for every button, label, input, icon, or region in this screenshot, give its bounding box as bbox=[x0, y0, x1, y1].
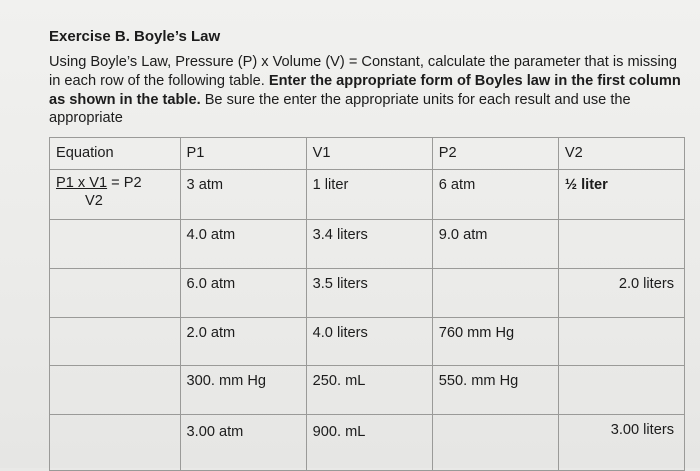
v1-cell[interactable]: 250. mL bbox=[306, 366, 432, 415]
table-row bbox=[50, 318, 685, 366]
p1-cell[interactable]: 300. mm Hg bbox=[180, 366, 306, 415]
p1-cell[interactable]: 6.0 atm bbox=[180, 269, 306, 318]
v1-cell[interactable]: 4.0 liters bbox=[306, 318, 432, 366]
v1-cell[interactable]: 3.4 liters bbox=[306, 220, 432, 269]
table-row bbox=[50, 366, 685, 415]
equation-cell bbox=[50, 170, 181, 220]
table-row bbox=[50, 220, 685, 269]
example-equation bbox=[56, 170, 174, 216]
equation-cell[interactable] bbox=[50, 269, 181, 318]
p2-cell[interactable]: 6 atm bbox=[432, 170, 558, 220]
instructions-bold-text: Enter the appropriate form of Boyles law in the first column as shown in the table. bbox=[49, 72, 681, 108]
equation-cell[interactable] bbox=[50, 415, 181, 471]
v1-cell[interactable]: 900. mL bbox=[306, 415, 432, 471]
p1-cell[interactable]: 3 atm bbox=[180, 170, 306, 220]
v1-cell[interactable]: 1 liter bbox=[306, 170, 432, 220]
equation-cell[interactable] bbox=[50, 220, 181, 269]
instructions-text-2: Be sure the enter the appropriate units for each result and use the appropriate bbox=[49, 91, 631, 127]
v1-cell[interactable]: 3.5 liters bbox=[306, 269, 432, 318]
p2-cell[interactable] bbox=[432, 415, 558, 471]
equation-numerator: P1 x V1 bbox=[56, 175, 108, 191]
p1-cell[interactable]: 4.0 atm bbox=[180, 220, 306, 269]
table-row bbox=[50, 170, 685, 220]
p2-cell[interactable]: 550. mm Hg bbox=[432, 366, 558, 415]
v2-cell[interactable]: 3.00 liters bbox=[558, 415, 684, 471]
header-v2: V2 bbox=[558, 138, 684, 170]
exercise-title: Exercise B. Boyle’s Law bbox=[49, 28, 221, 45]
header-equation: Equation bbox=[50, 138, 181, 170]
header-p2: P2 bbox=[432, 138, 558, 170]
v2-cell[interactable] bbox=[558, 220, 684, 269]
p2-cell[interactable]: 760 mm Hg bbox=[432, 318, 558, 366]
table-row bbox=[50, 269, 685, 318]
instructions bbox=[49, 53, 689, 128]
v2-cell[interactable] bbox=[558, 318, 684, 366]
equation-equals: = P2 bbox=[107, 175, 142, 191]
p2-cell[interactable] bbox=[432, 269, 558, 318]
p1-cell[interactable]: 3.00 atm bbox=[180, 415, 306, 471]
p1-cell[interactable]: 2.0 atm bbox=[180, 318, 306, 366]
equation-cell[interactable] bbox=[50, 318, 181, 366]
v2-cell[interactable]: ½ liter bbox=[558, 170, 684, 220]
table-row bbox=[50, 415, 685, 471]
v2-cell[interactable]: 2.0 liters bbox=[558, 269, 684, 318]
p2-cell[interactable]: 9.0 atm bbox=[432, 220, 558, 269]
header-v1: V1 bbox=[306, 138, 432, 170]
header-p1: P1 bbox=[180, 138, 306, 170]
equation-denominator: V2 bbox=[85, 193, 103, 209]
header-row bbox=[50, 138, 685, 170]
instructions-text-1: Using Boyle’s Law, Pressure (P) x Volume (V) = Constant, calculate the parameter that is missing in each row of the following table. bbox=[49, 54, 677, 89]
v2-cell[interactable] bbox=[558, 366, 684, 415]
equation-cell[interactable] bbox=[50, 366, 181, 415]
boyles-law-table bbox=[49, 137, 685, 471]
